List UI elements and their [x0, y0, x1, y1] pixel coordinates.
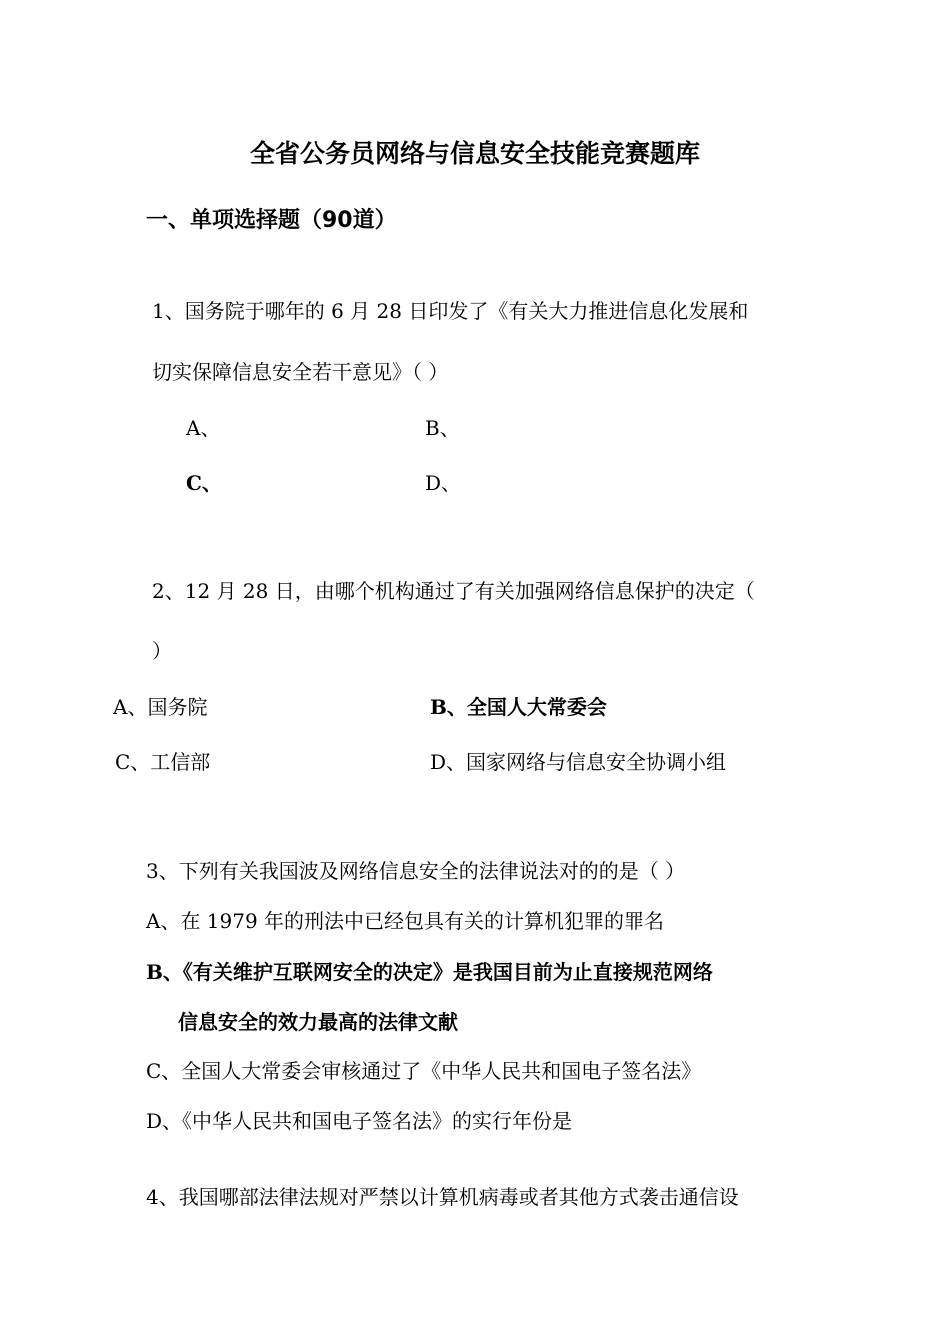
- option-c: C、全国人大常委会审核通过了《中华人民共和国电子签名法》: [146, 1059, 702, 1083]
- option-b: B、全国人大常委会: [430, 695, 607, 719]
- option-b: B、: [425, 416, 460, 440]
- option-a: A、: [186, 416, 221, 440]
- section-heading: 一、单项选择题（90道）: [146, 208, 397, 233]
- question-stem-line: 1、国务院于哪年的 6 月 28 日印发了《有关大力推进信息化发展和: [152, 299, 749, 323]
- option-b: B、《有关维护互联网安全的决定》是我国目前为止直接规范网络: [146, 960, 713, 984]
- option-a: A、在 1979 年的刑法中已经包具有关的计算机犯罪的罪名: [146, 909, 665, 933]
- option-c: C、: [186, 471, 222, 495]
- question-stem-line: ）: [152, 639, 172, 663]
- option-c: C、工信部: [115, 750, 211, 774]
- question-stem-line: 切实保障信息安全若干意见》（ ）: [152, 360, 449, 384]
- option-b-continuation: 信息安全的效力最高的法律文献: [178, 1010, 458, 1034]
- question-stem-line: 3、下列有关我国波及网络信息安全的法律说法对的的是（ ）: [146, 859, 686, 883]
- question-stem-line: 2、12 月 28 日，由哪个机构通过了有关加强网络信息保护的决定（: [152, 579, 755, 603]
- option-d: D、: [425, 471, 462, 495]
- option-d: D、国家网络与信息安全协调小组: [430, 750, 727, 774]
- option-d: D、《中华人民共和国电子签名法》的实行年份是: [146, 1109, 573, 1133]
- document-title: 全省公务员网络与信息安全技能竞赛题库: [249, 139, 700, 168]
- question-stem-line: 4、我国哪部法律法规对严禁以计算机病毒或者其他方式袭击通信设: [146, 1185, 739, 1209]
- option-a: A、国务院: [113, 695, 208, 719]
